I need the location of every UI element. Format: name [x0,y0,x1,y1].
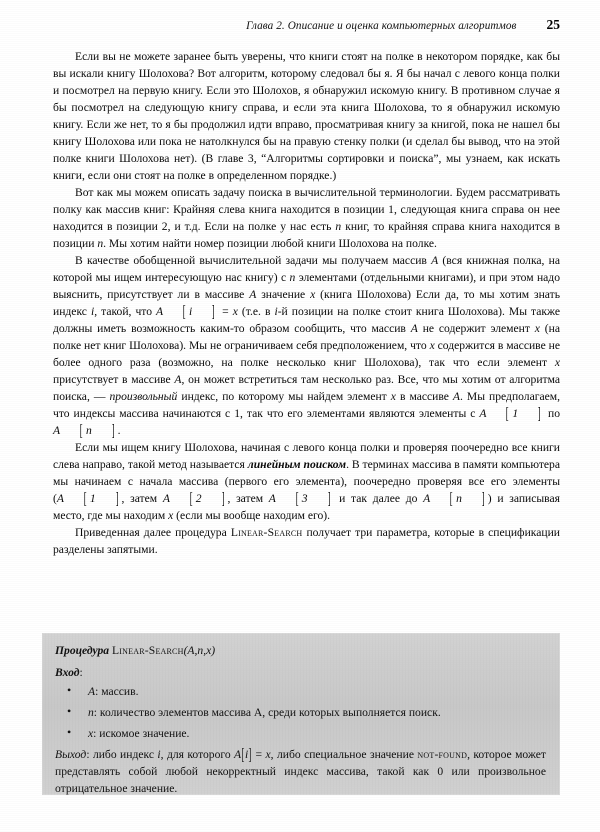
math-var-i: i [274,305,278,318]
paragraph-5-text-a: Приведенная далее процедура [75,526,231,539]
math-var-x: x [265,748,271,761]
list-item [55,704,546,721]
paragraph-4-text-b: . В терминах массива в памяти компьютера мы начинаем с начала массива (первого его элемента), поочередно проверяя все его элементы ( [53,458,560,505]
paragraph-1 [53,48,560,184]
math-var-x: x [554,356,560,369]
paragraph-4-text-g: (если мы вообще находим его). [173,509,331,522]
paragraph-3-text-l: (на полке нет книг Шолохова). Мы не ограничиваем себя предположением, что [53,322,560,352]
math-var-x: x [429,339,435,352]
paragraph-3-text-p: индекс, по которому мы найдем элемент [177,390,391,403]
paragraph-5 [53,524,560,558]
output-label: Выход [55,748,87,761]
math-var-x: x [310,288,316,301]
paragraph-3-text-t: . [117,424,121,437]
param-desc-n: : количество элементов массива A, среди которых выполняется поиск. [93,706,441,719]
paragraph-3-text-c: элементами (отдельными книгами), и при этом надо выяснить, присутствует ли в массиве [53,271,560,301]
param-var-A: A [88,685,96,698]
array-access-A1: A [ 1 ] [56,488,119,508]
math-var-n: n [289,271,296,284]
paragraph-5-text-b: получает три параметра, которые в спецификации разделены запятыми. [53,526,560,556]
paragraph-3-text-q: в массиве [395,390,453,403]
paragraph-3-text-b: (вся книжная полка, на которой мы ищем интересующую нас книгу) с [53,254,561,284]
array-access-Ai: A[i] [234,744,252,764]
array-access-A2: A [ 2 ] [162,488,225,508]
paragraph-3-text-m: содержится в массиве не более одного раза (возможно, на полке несколько книг Шолохова), так что если элемент [53,339,560,369]
paragraph-3-text-e: (книга Шолохова) Если да, то мы хотим знать индекс [53,288,560,318]
paragraph-4-text-a: Если мы ищем книгу Шолохова, начиная с левого конца полки и проверяя поочередно все книги слева направо, такой метод называется [53,441,560,471]
paragraph-3-text-n: присутствует в массиве [53,373,175,386]
math-var-x: x [168,509,174,522]
array-access-A3: A [ 3 ] [268,488,331,508]
running-head-title: Глава 2. Описание и оценка компьютерных алгоритмов [246,20,517,32]
paragraph-2-text-a: Вот как мы можем описать задачу поиска в вычислительной терминологии. Будем рассматривать полку как массив книг: Крайняя слева книга находится в позиции 1, следующая книга справа он нее находится в позиции 2, и т.д. Если на полке у нас есть [53,186,560,233]
math-var-A: A [249,288,257,301]
math-var-x: x [390,390,396,403]
procedure-arguments: (A,n,x) [183,644,216,657]
paragraph-3-text-o: , он может встретиться там несколько раз. Все, что мы хотим от алгоритма поиска, — [53,373,560,403]
math-var-n: n [97,237,104,250]
array-access-A1: A [ 1 ] [479,403,541,423]
paragraph-4-text-c: , затем [121,492,163,505]
param-var-n: n [88,706,94,719]
procedure-box [42,633,560,795]
running-head [53,17,560,35]
paragraph-2 [53,184,560,252]
math-var-i: i [157,748,161,761]
output-text-a: : либо индекс [86,748,158,761]
text-column [53,48,560,558]
math-var-x: x [232,305,238,318]
paragraph-1-text: Если вы не можете заранее быть уверены, что книги стоят на полке в некотором порядке, как бы вы искали книгу Шолохова? Вот алгоритм, которому следовал бы я. Я бы начал с левого конца полки и посмотрел на первую книгу. Если это Шолохов, я обнаружил искомую книгу. В противном случае я бы посмотрел на следующую книгу справа, и если эта книга Шолохова, то я обнаружил искомую книгу. Если же нет, то я бы продолжил идти вправо, просматривая книгу за книгой, пока не нашел бы книгу Шолохова или пока не натолкнулся бы на правую стенку полки (и сделал бы вывод, что на этой полке книги Шолохова нет). (В главе 3, “Алгоритмы сортировки и поиска”, мы узнаем, как искать книги, если они стоят на полке в определенном порядке.) [53,50,560,182]
paragraph-3-text-d: значение [256,288,311,301]
math-var-i: i [90,305,95,318]
procedure-name: Linear-Search [112,644,184,657]
procedure-keyword: Процедура [55,644,110,657]
input-label: Вход: [55,666,83,679]
param-desc-x: : искомое значение. [93,727,190,740]
paragraph-3-text-h: (т.е. в [237,305,275,318]
output-text-c: , либо специальное значение [270,748,418,761]
list-item [55,725,546,742]
input-parameter-list [55,683,546,742]
output-text-b: , для которого [160,748,235,761]
paragraph-4-text-d: , затем [227,492,269,505]
procedure-box-title [55,642,546,659]
paragraph-3-text-k: не содержит элемент [417,322,535,335]
output-eq: = [252,748,266,761]
paragraph-3-text-r: . Мы предполагаем, что индексы массива начинаются с 1, так что его элементами являются элементы с [53,390,561,420]
param-var-x: x [88,727,94,740]
paragraph-3-text-j: -й позиции на полке стоит книга Шолохова). Мы также должны иметь возможность каким-то образом сообщить, что массив [53,305,561,335]
paragraph-2-text-b: книг, то крайняя справа книга находится в позиции [53,220,561,250]
paragraph-2-text-c: . Мы хотим найти номер позиции любой книги Шолохова на полке. [103,237,437,250]
math-var-A: A [452,390,461,403]
procedure-name-linear-search: Linear-Search [230,526,303,539]
page-number: 25 [546,17,560,32]
math-var-A: A [174,373,182,386]
math-var-A: A [410,322,418,335]
paragraph-3-text-a: В качестве обобщенной вычислительной задачи мы получаем массив [75,254,432,267]
input-label-text: Вход [55,666,80,679]
array-access-An: A [ n ] [53,420,115,440]
paragraph-4 [53,439,560,524]
output-spec [55,746,546,797]
output-text-d: , которое может представлять собой любой некорректный индекс массива, такой как 0 или произвольное отрицательное значение. [55,748,546,795]
param-desc-A: : массив. [95,685,139,698]
array-access-Ai: A [ i ] [156,301,215,321]
paragraph-3-text-f: , такой, что [94,305,157,318]
math-var-A: A [431,254,439,267]
emphasis-linear-search: линейным поиском [247,458,347,471]
paragraph-3-text-s: по [544,407,561,420]
emphasis-arbitrary: произвольный [109,390,178,403]
paragraph-4-text-f: ) и записывая место, где мы находим [53,492,560,522]
paragraph-4-text-e: и так далее до [333,492,424,505]
math-var-n: n [335,220,342,233]
paragraph-3-eq: = [218,305,233,318]
constant-not-found: not-found [417,748,468,761]
array-access-An: A [ n ] [423,488,485,508]
math-var-x: x [534,322,540,335]
list-item [55,683,546,700]
paragraph-3 [53,252,560,439]
